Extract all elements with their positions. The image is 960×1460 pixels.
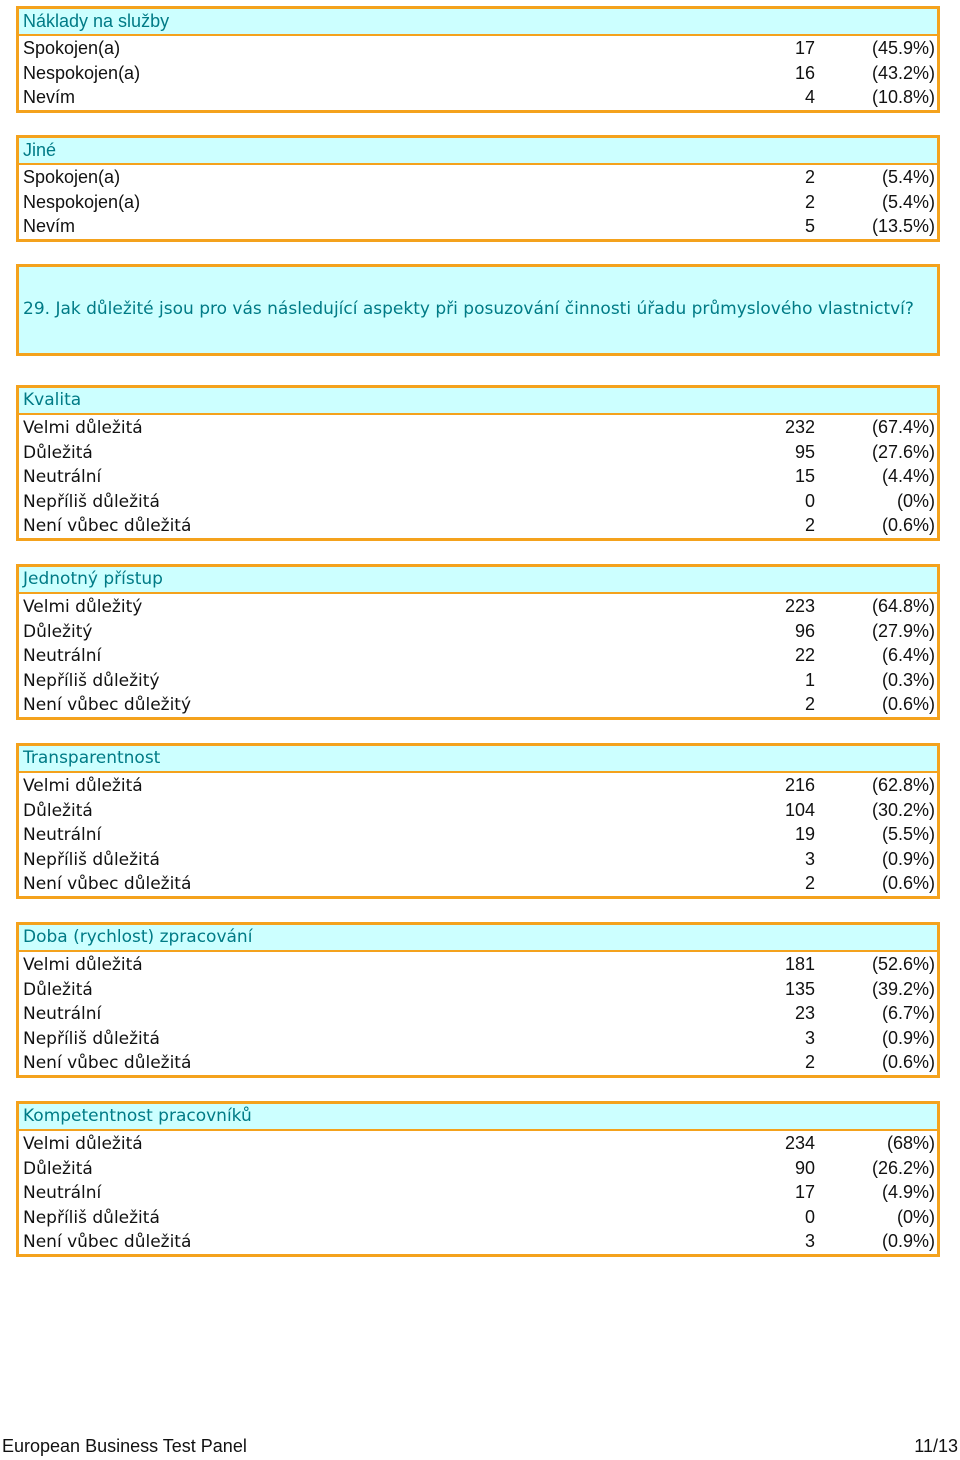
- row-count: 1: [804, 669, 815, 690]
- row-percent: (0.6%): [881, 515, 935, 536]
- row-label: Nepříliš důležitá: [23, 491, 160, 512]
- row-label: Nevím: [23, 87, 76, 108]
- table-row: [19, 415, 937, 440]
- row-label: Není vůbec důležitá: [23, 874, 192, 895]
- row-count: 90: [794, 1157, 815, 1178]
- row-label: Důležitá: [23, 800, 93, 821]
- row-count: 23: [794, 1003, 815, 1024]
- table-row: [19, 798, 937, 823]
- row-count: 181: [784, 954, 815, 974]
- row-label: Důležitá: [23, 1158, 93, 1179]
- row-percent: (5.4%): [881, 167, 935, 187]
- row-label: Velmi důležitá: [23, 1134, 143, 1154]
- row-percent: (6.4%): [881, 645, 935, 666]
- row-percent: (30.2%): [871, 799, 935, 820]
- row-count: 2: [804, 694, 815, 715]
- row-count: 223: [784, 596, 815, 616]
- row-label: Spokojen(a): [23, 167, 121, 187]
- row-percent: (62.8%): [871, 775, 935, 795]
- row-label: Neutrální: [23, 646, 102, 667]
- row-percent: (10.8%): [871, 87, 935, 108]
- question-heading: 29. Jak důležité jsou pro vás následující aspekty při posuzování činnosti úřadu průmyslového vlastnictví?: [16, 264, 940, 356]
- table-row: [19, 822, 937, 847]
- row-percent: (52.6%): [871, 954, 935, 974]
- row-label: Neutrální: [23, 825, 102, 846]
- table-row: [19, 1180, 937, 1205]
- aspect-title: Doba (rychlost) zpracování: [19, 925, 937, 952]
- row-percent: (0%): [896, 490, 935, 511]
- aspect-title: Transparentnost: [19, 746, 937, 773]
- row-count: 216: [784, 775, 815, 795]
- row-count: 19: [794, 824, 815, 845]
- row-count: 3: [804, 1231, 815, 1252]
- row-label: Nepříliš důležitá: [23, 1207, 160, 1228]
- row-label: Není vůbec důležitá: [23, 1232, 192, 1253]
- row-label: Neutrální: [23, 1183, 102, 1204]
- table-row: [19, 190, 937, 215]
- aspect-title: Jednotný přístup: [19, 567, 937, 594]
- table-row: [19, 1156, 937, 1181]
- table-row: [19, 489, 937, 514]
- table-row: [19, 1229, 937, 1254]
- table-row: [19, 847, 937, 872]
- table-row: [19, 1205, 937, 1230]
- footer-title: European Business Test Panel: [2, 1436, 247, 1456]
- row-label: Velmi důležitá: [23, 418, 143, 438]
- row-label: Důležitá: [23, 979, 93, 1000]
- row-count: 104: [784, 799, 815, 820]
- table-row: [19, 1026, 937, 1051]
- table-row: [19, 214, 937, 239]
- table-row: [19, 464, 937, 489]
- table-row: [19, 1001, 937, 1026]
- row-percent: (64.8%): [871, 596, 935, 616]
- row-percent: (68%): [886, 1133, 935, 1153]
- row-percent: (43.2%): [871, 62, 935, 83]
- row-percent: (0.6%): [881, 1052, 935, 1073]
- row-count: 22: [794, 645, 815, 666]
- row-label: Nepříliš důležitá: [23, 849, 160, 870]
- row-label: Není vůbec důležitá: [23, 1053, 192, 1074]
- table-row: [19, 440, 937, 465]
- row-label: Nespokojen(a): [23, 62, 141, 83]
- row-label: Neutrální: [23, 467, 102, 488]
- table-row: [19, 952, 937, 977]
- row-percent: (13.5%): [871, 216, 935, 237]
- row-percent: (45.9%): [871, 38, 935, 58]
- section-title: Jiné: [19, 138, 937, 165]
- aspect-block: [16, 922, 940, 1078]
- table-row: [19, 692, 937, 717]
- row-count: 5: [804, 216, 815, 237]
- row-label: Velmi důležitá: [23, 776, 143, 796]
- row-percent: (67.4%): [871, 417, 935, 437]
- table-row: [19, 773, 937, 798]
- row-label: Není vůbec důležitá: [23, 516, 192, 537]
- row-count: 2: [804, 191, 815, 212]
- row-label: Není vůbec důležitý: [23, 695, 192, 716]
- row-percent: (5.5%): [881, 824, 935, 845]
- row-count: 3: [804, 848, 815, 869]
- row-label: Nevím: [23, 216, 76, 237]
- row-label: Nepříliš důležitá: [23, 1028, 160, 1049]
- table-row: [19, 61, 937, 86]
- aspect-block: [16, 564, 940, 720]
- row-percent: (0.9%): [881, 1027, 935, 1048]
- row-count: 2: [804, 1052, 815, 1073]
- row-percent: (27.9%): [871, 620, 935, 641]
- table-row: [19, 643, 937, 668]
- row-label: Důležitý: [23, 621, 93, 642]
- row-count: 0: [804, 490, 815, 511]
- row-count: 232: [784, 417, 815, 437]
- row-percent: (0.9%): [881, 848, 935, 869]
- row-count: 2: [804, 873, 815, 894]
- aspect-title: Kompetentnost pracovníků: [19, 1104, 937, 1131]
- row-label: Velmi důležitá: [23, 955, 143, 975]
- table-row: [19, 85, 937, 110]
- row-count: 4: [804, 87, 815, 108]
- row-percent: (0.6%): [881, 694, 935, 715]
- table-row: [19, 619, 937, 644]
- section-title: Náklady na služby: [19, 9, 937, 36]
- row-count: 234: [784, 1133, 815, 1153]
- aspect-block: [16, 743, 940, 899]
- row-percent: (5.4%): [881, 191, 935, 212]
- row-percent: (0.6%): [881, 873, 935, 894]
- row-label: Velmi důležitý: [23, 597, 143, 617]
- row-count: 95: [794, 441, 815, 462]
- row-count: 0: [804, 1206, 815, 1227]
- row-label: Neutrální: [23, 1004, 102, 1025]
- row-count: 3: [804, 1027, 815, 1048]
- row-percent: (0.3%): [881, 669, 935, 690]
- section-block: [16, 135, 940, 242]
- row-percent: (27.6%): [871, 441, 935, 462]
- row-percent: (6.7%): [881, 1003, 935, 1024]
- aspect-block: [16, 1101, 940, 1257]
- table-row: [19, 871, 937, 896]
- table-row: [19, 36, 937, 61]
- row-percent: (39.2%): [871, 978, 935, 999]
- table-row: [19, 594, 937, 619]
- row-count: 16: [794, 62, 815, 83]
- table-row: [19, 165, 937, 190]
- table-row: [19, 513, 937, 538]
- row-percent: (0.9%): [881, 1231, 935, 1252]
- row-percent: (4.4%): [881, 466, 935, 487]
- row-count: 2: [804, 515, 815, 536]
- row-count: 17: [794, 1182, 815, 1203]
- table-row: [19, 668, 937, 693]
- row-percent: (4.9%): [881, 1182, 935, 1203]
- row-count: 15: [794, 466, 815, 487]
- row-percent: (26.2%): [871, 1157, 935, 1178]
- aspect-title: Kvalita: [19, 388, 937, 415]
- row-count: 96: [794, 620, 815, 641]
- page-number: 11/13: [914, 1436, 958, 1456]
- table-row: [19, 1050, 937, 1075]
- row-count: 2: [804, 167, 815, 187]
- row-count: 17: [794, 38, 815, 58]
- table-row: [19, 1131, 937, 1156]
- section-block: [16, 6, 940, 113]
- row-label: Důležitá: [23, 442, 93, 463]
- row-label: Nespokojen(a): [23, 191, 141, 212]
- row-percent: (0%): [896, 1206, 935, 1227]
- row-count: 135: [784, 978, 815, 999]
- aspect-block: [16, 385, 940, 541]
- row-label: Spokojen(a): [23, 38, 121, 58]
- row-label: Nepříliš důležitý: [23, 670, 160, 691]
- table-row: [19, 977, 937, 1002]
